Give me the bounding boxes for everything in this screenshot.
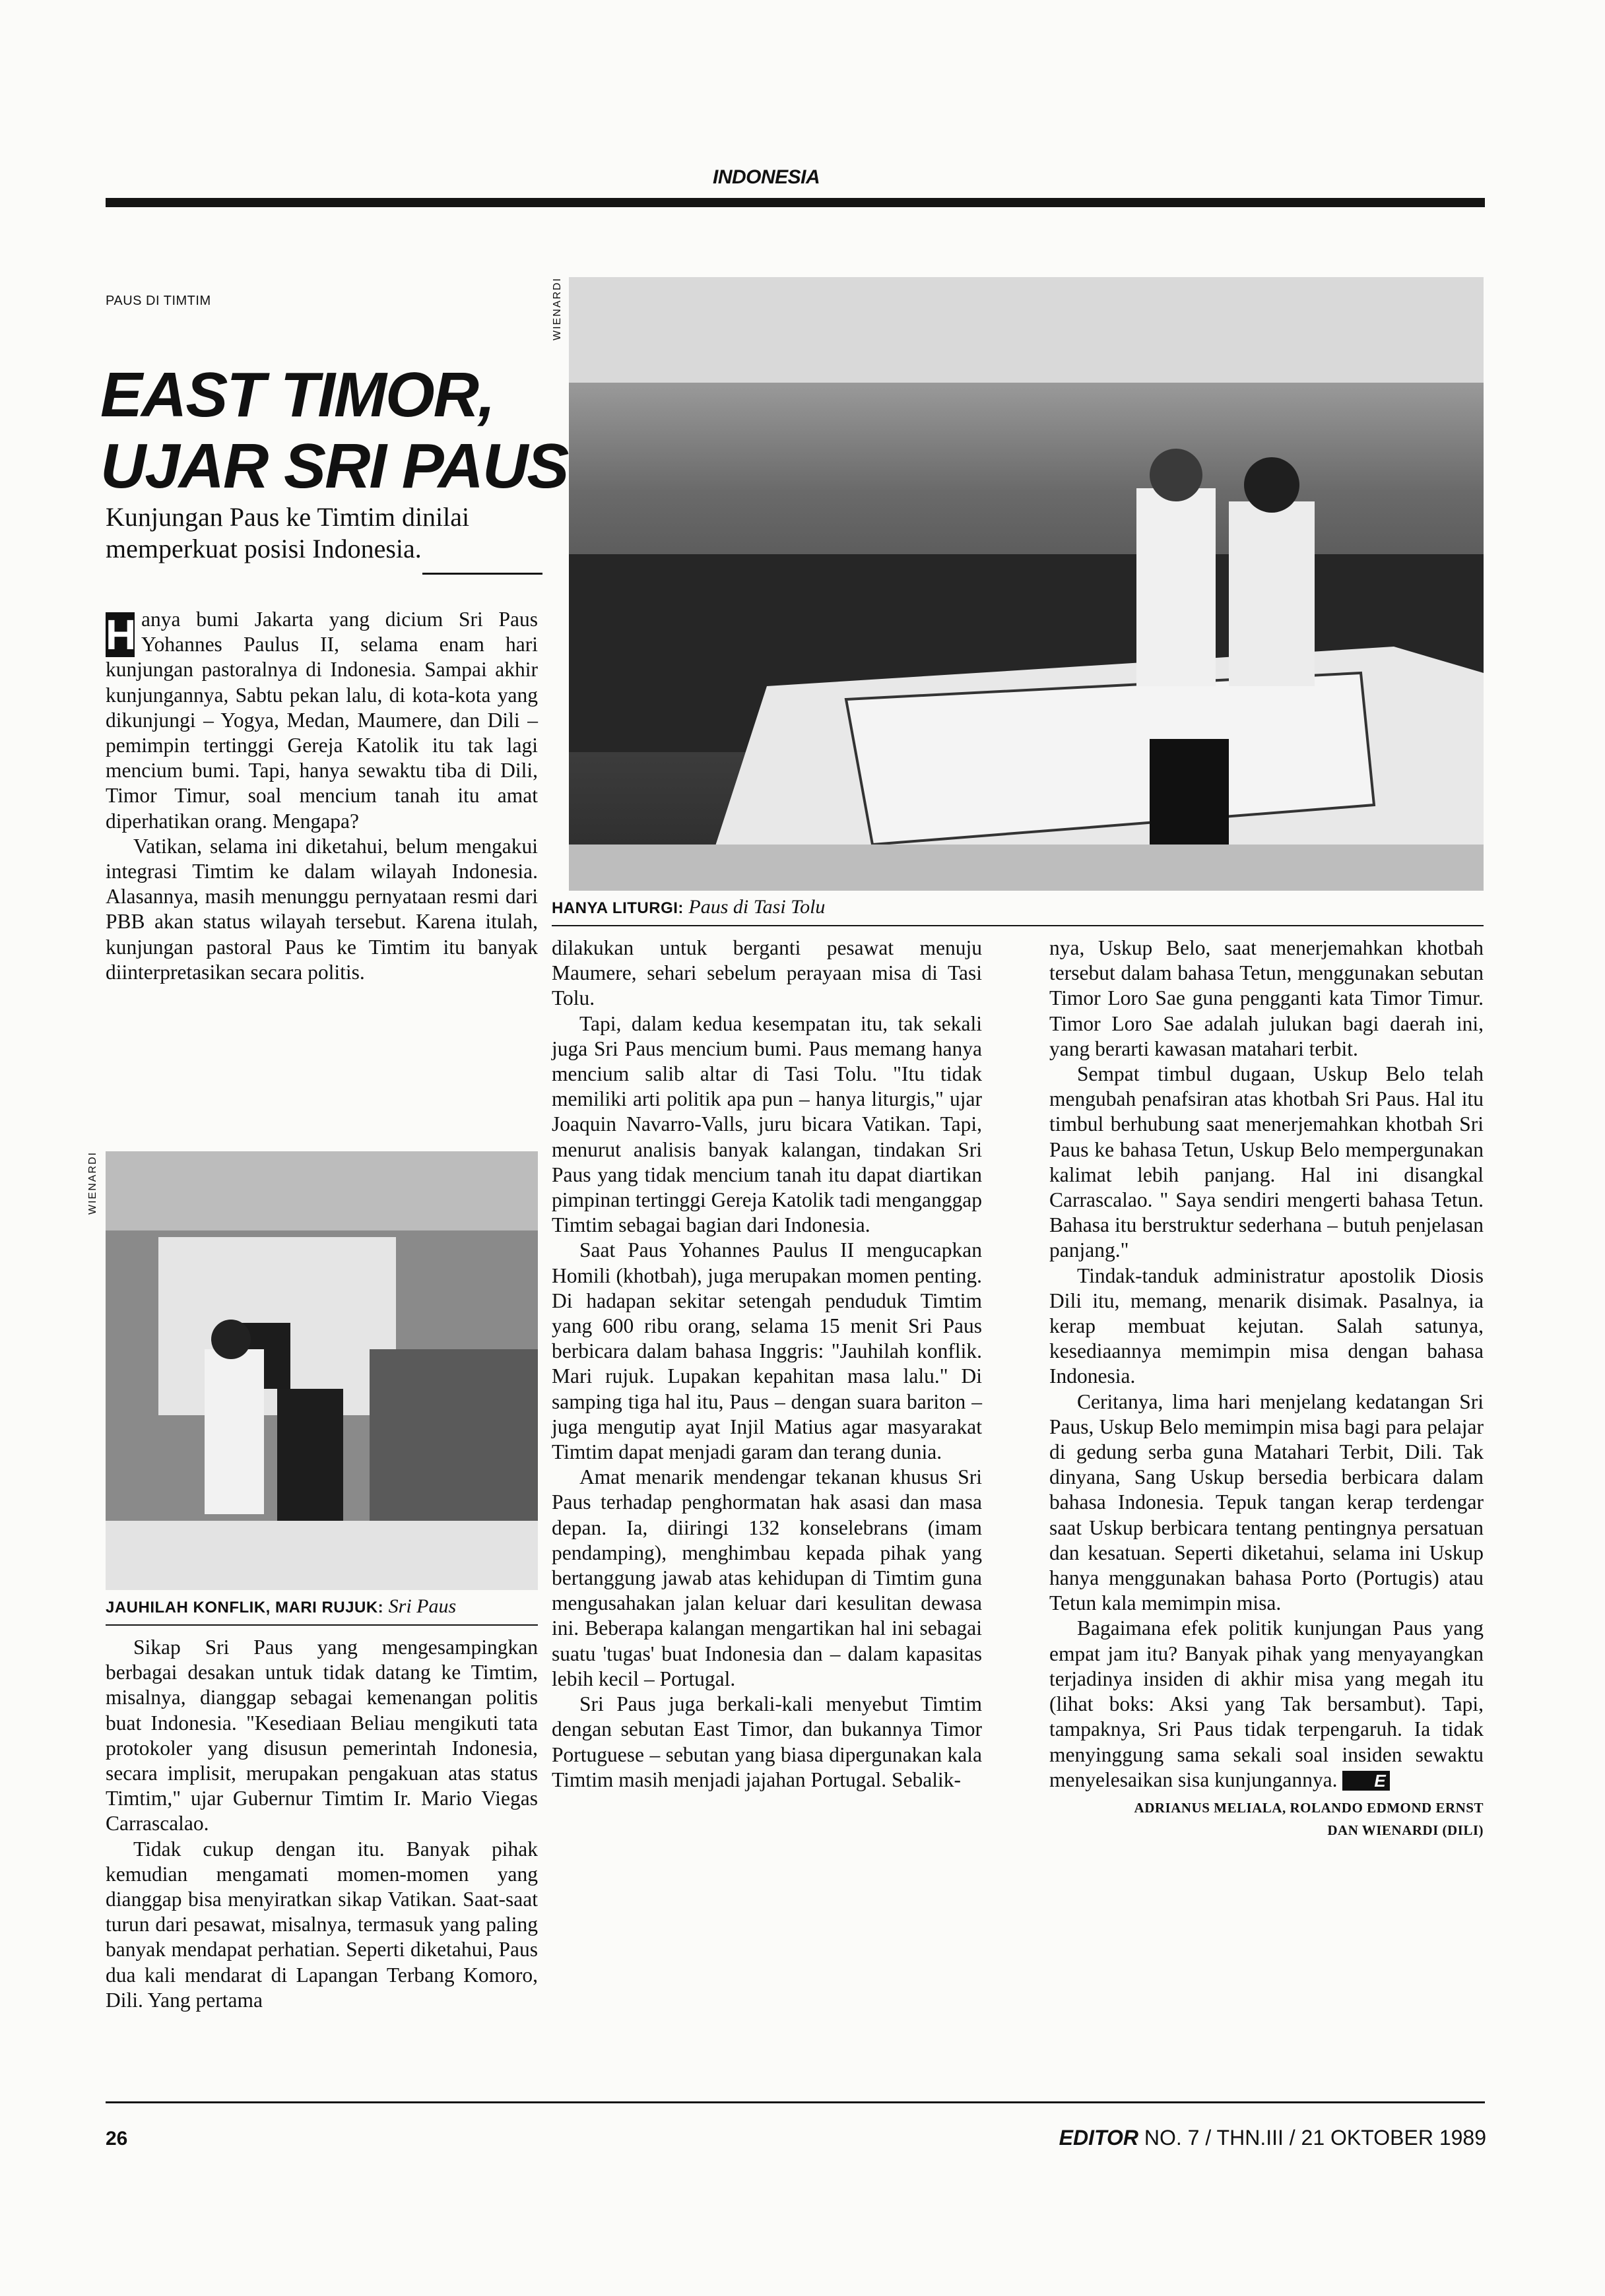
body-para: Tindak-tanduk administratur apostolik Diosis Dili itu, memang, menarik disimak. Pasalnya, ia kerap membuat kejutan. Salah satunya, kesediaannya memimpin misa dengan bahasa Indonesia. [1049,1263,1484,1388]
body-para: nya, Uskup Belo, saat menerjemahkan khotbah tersebut dalam bahasa Tetun, menggunakan sebutan Timor Loro Sae guna pengganti kata Timor Timur. Timor Loro Sae adalah julukan bagi daerah ini, yang berarti kawasan matahari terbit. [1049,936,1484,1060]
body-col1-top [106,607,538,985]
photo-pope-podium-image [106,1151,538,1590]
footer-rule [106,2101,1485,2103]
caption-label: HANYA LITURGI: [552,899,684,917]
body-col2 [552,936,982,1793]
body-para: Sri Paus juga berkali-kali menyebut Timtim dengan sebutan East Timor, dan bukannya Timor Portuguese – sebutan yang biasa dipergunakan kala Timtim masih menjadi jajahan Portugal. Sebalik- [552,1692,982,1791]
body-col1-bottom [106,1635,538,2013]
issue-info: NO. 7 / THN.III / 21 OKTOBER 1989 [1144,2126,1486,2150]
byline [1049,1797,1484,1841]
body-col3 [1049,936,1484,1841]
photo-caption-2 [106,1595,456,1619]
deck: Kunjungan Paus ke Timtim dinilai memperkuat posisi Indonesia. [106,502,470,563]
body-para: Sikap Sri Paus yang mengesampingkan berbagai desakan untuk tidak datang ke Timtim, misalnya, dianggap sebagai kemenangan politis buat Indonesia. "Kesediaan Beliau mengikuti tata protokoler yang disusun pemerintah Indonesia, secara implisit, merupakan pengakuan atas status Timtim," ujar Gubernur Timtim Ir. Mario Viegas Carrascalao. [106,1636,538,1835]
magazine-name: EDITOR [1059,2126,1138,2150]
header-rule [106,198,1485,207]
footer-issue [1059,2126,1486,2150]
headline [100,360,568,502]
body-para: Amat menarik mendengar tekanan khusus Sri Paus terhadap penghormatan hak asasi dan masa depan. Ia, diiringi 132 konselebrans (imam pendamping), menghimbau kepada pihak yang bertanggung jawab atas kehidupan di Timtim guna mengusahakan jalan keluar dari kesulitan dewasa ini. Beberapa kalangan mengartikan hal ini sebagai suatu 'tugas' buat Indonesia dan – dalam kapasitas lebih kecil – Portugal. [552,1465,982,1690]
end-mark: E [1342,1771,1389,1791]
caption-rule-1 [552,925,1484,926]
deck-rule [422,573,542,575]
caption-label: JAUHILAH KONFLIK, MARI RUJUK: [106,1599,384,1616]
body-para: dilakukan untuk berganti pesawat menuju Maumere, sehari sebelum perayaan misa di Tasi Tolu. [552,936,982,1010]
body-para: Vatikan, selama ini diketahui, belum mengakui integrasi Timtim ke dalam wilayah Indonesia. Alasannya, masih menunggu pernyataan resmi dari PBB akan status wilayah tersebut. Karena itulah, kunjungan pastoral Paus ke Timtim itu banyak diinterpretasikan secara politis. [106,834,538,984]
photo-caption-1 [552,896,825,920]
photo-credit: WIENARDI [552,277,563,340]
caption-text: Sri Paus [388,1595,457,1617]
photo-pope-jeep-image [569,277,1484,891]
photo-credit: WIENARDI [87,1151,98,1215]
body-para: H anya bumi Jakarta yang dicium Sri Paus Yohannes Paulus II, selama enam hari kunjungan pastoralnya di Indonesia. Sampai akhir kunjungannya, Sabtu pekan lalu, di kota-kota yang dikunjungi – Yogya, Medan, Maumere, dan Dili – pemimpin tertinggi Gereja Katolik itu tak lagi mencium bumi. Tapi, hanya sewaktu tiba di Dili, Timor Timur, soal mencium tanah itu amat diperhatikan orang. Mengapa? [106,608,538,833]
body-para: Tapi, dalam kedua kesempatan itu, tak sekali juga Sri Paus mencium bumi. Paus memang hanya mencium salib altar di Tasi Tolu. "Itu tidak memiliki arti politik apa pun – hanya liturgis," ujar Joaquin Navarro-Valls, juru bicara Vatikan. Tapi, menurut analisis banyak kalangan, tindakan Sri Paus yang tidak mencium tanah itu dapat diartikan pimpinan tertinggi Gereja Katolik tadi menganggap Timtim sebagai bagian dari Indonesia. [552,1011,982,1237]
photo-pope-jeep [569,277,1484,891]
headline-line1: EAST TIMOR, [100,360,494,430]
drop-cap: H [106,611,137,658]
body-para: Saat Paus Yohannes Paulus II mengucapkan Homili (khotbah), juga merupakan momen penting. Di hadapan sekitar setengah penduduk Timtim yang 600 ribu orang, selama 15 menit Sri Paus berbicara dalam bahasa Inggris: "Jauhilah konflik. Mari rujuk. Lupakan kepahitan masa lalu." Di samping tiga hal itu, Paus – dengan suara bariton – juga mengutip ayat Injil Matius agar masyarakat Timtim dapat menjadi garam dan terang dunia. [552,1238,982,1464]
photo-pope-podium [106,1151,538,1590]
caption-text: Paus di Tasi Tolu [688,896,826,918]
kicker: PAUS DI TIMTIM [106,294,211,308]
section-header: INDONESIA [713,166,820,188]
body-para: Tidak cukup dengan itu. Banyak pihak kemudian mengamati momen-momen yang dianggap bisa menyiratkan sikap Vatikan. Saat-saat turun dari pesawat, misalnya, termasuk yang paling banyak mendapat perhatian. Seperti diketahui, Paus dua kali mendarat di Lapangan Terbang Komoro, Dili. Yang pertama [106,1837,538,2012]
caption-rule-2 [106,1624,538,1626]
byline-line1: ADRIANUS MELIALA, ROLANDO EDMOND ERNST [1134,1799,1484,1816]
body-para: Ceritanya, lima hari menjelang kedatangan Sri Paus, Uskup Belo memimpin misa bagi para pelajar di gedung serba guna Matahari Terbit, Dili. Tak dinyana, Sang Uskup bersedia berbicara dalam bahasa Indonesia. Tepuk tangan kerap terdengar saat Uskup berbicara tentang pentingnya persatuan dan kesatuan. Seperti diketahui, selama ini Uskup hanya menggunakan bahasa Porto (Portugis) atau Tetun kala memimpin misa. [1049,1389,1484,1615]
byline-line2: DAN WIENARDI (DILI) [1327,1822,1484,1838]
page-number: 26 [106,2128,128,2150]
body-para: Sempat timbul dugaan, Uskup Belo telah mengubah penafsiran atas khotbah Sri Paus. Hal itu timbul berhubung saat menerjemahkan khotbah Sri Paus ke bahasa Tetun, Uskup Belo mempergunakan kalimat lebih panjang. Hal ini disangkal Carrascalao. " Saya sendiri mengerti bahasa Tetun. Bahasa itu berstruktur sederhana – butuh penjelasan panjang." [1049,1062,1484,1262]
body-para: Bagaimana efek politik kunjungan Paus yang empat jam itu? Banyak pihak yang menyayangkan terjadinya insiden di akhir misa yang megah itu (lihat boks: Aksi yang Tak bersambut). Tapi, tampaknya, Sri Paus tidak terpengaruh. Ia tidak menyinggung sama sekali soal insiden sewaktu menyelesaikan sisa kunjungannya. E [1049,1616,1484,1791]
headline-line2: UJAR SRI PAUS [100,431,568,501]
